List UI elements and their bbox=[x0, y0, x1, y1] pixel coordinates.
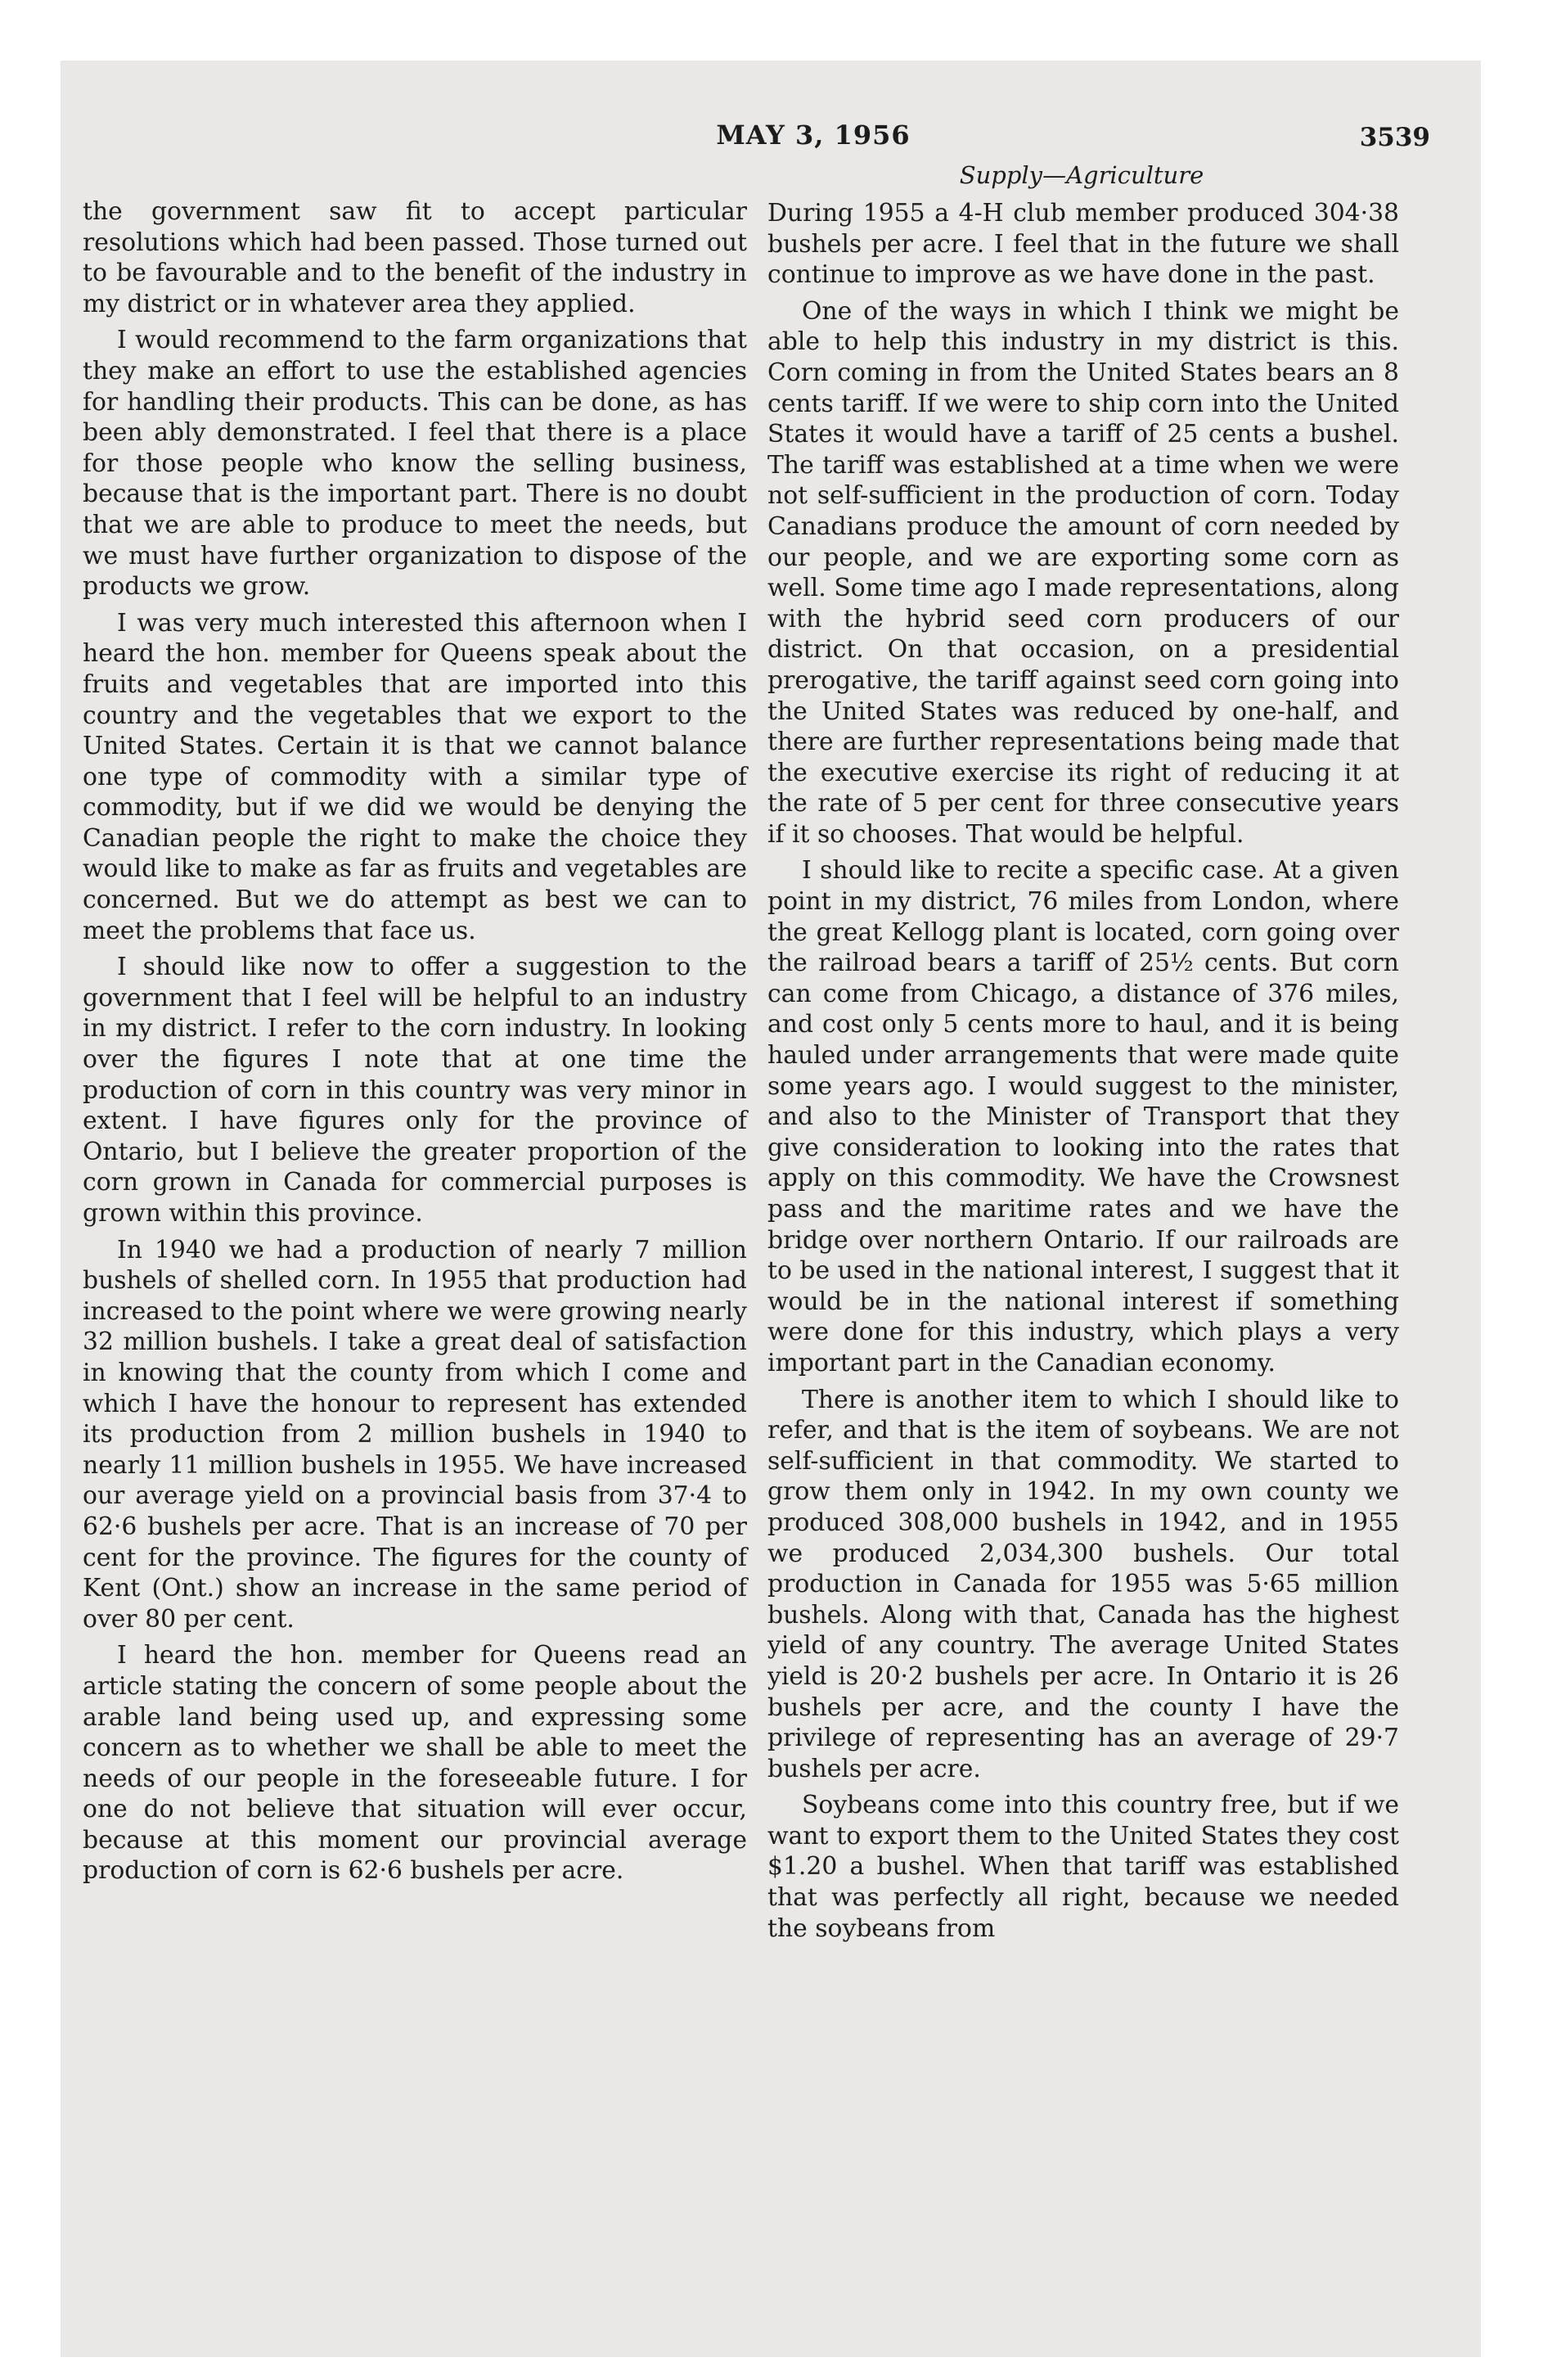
left-column bbox=[83, 196, 747, 1892]
right-column bbox=[767, 198, 1399, 1950]
paragraph: Soybeans come into this country free, but if we want to export them to the United States they cost $1.20 a bushel. When that tariff was established that was perfectly all right, because we needed the soybeans from bbox=[767, 1791, 1399, 1943]
paragraph: There is another item to which I should like to refer, and that is the item of soybeans. We are not self-sufficient in that commodity. We started to grow them only in 1942. In my own county we produced 308,000 bushels in 1942, and in 1955 we produced 2,034,300 bushels. Our total production in Canada for 1955 was 5·65 million bushels. Along with that, Canada has the highest yield of any country. The average United States yield is 20·2 bushels per acre. In Ontario it is 26 bushels per acre, and the county I have the privilege of representing has an average of 29·7 bushels per acre. bbox=[767, 1385, 1399, 1783]
paragraph: During 1955 a 4-H club member produced 304·38 bushels per acre. I feel that in the future we shall continue to improve as we have done in the past. bbox=[767, 199, 1399, 290]
paragraph: I was very much interested this afternoon when I heard the hon. member for Queens speak about the fruits and vegetables that are imported into this country and the vegetables that we export to the United States. Certain it is that we cannot balance one type of commodity with a similar type of commodity, but if we did we would be denying the Canadian people the right to make the choice they would like to make as far as fruits and vegetables are concerned. But we do attempt as best we can to meet the problems that face us. bbox=[83, 608, 747, 945]
page-date: MAY 3, 1956 bbox=[716, 119, 911, 151]
paragraph: the government saw fit to accept particular resolutions which had been passed. Those turned out to be favourable and to the benefit of the industry in my district or in whatever area they applied. bbox=[83, 197, 747, 318]
page-number: 3539 bbox=[1359, 123, 1430, 152]
paragraph: I should like now to offer a suggestion to the government that I feel will be helpful to an industry in my district. I refer to the corn industry. In looking over the figures I note that at one time the production of corn in this country was very minor in extent. I have figures only for the province of Ontario, but I believe the greater proportion of the corn grown in Canada for commercial purposes is grown within this province. bbox=[83, 953, 747, 1228]
section-heading: Supply—Agriculture bbox=[959, 161, 1204, 189]
paragraph: I would recommend to the farm organizations that they make an effort to use the established agencies for handling their products. This can be done, as has been ably demonstrated. I feel that there is a place for those people who know the selling business, because that is the important part. There is no doubt that we are able to produce to meet the needs, but we must have further organization to dispose of the products we grow. bbox=[83, 326, 747, 602]
paragraph: I heard the hon. member for Queens read an article stating the concern of some people about the arable land being used up, and expressing some concern as to whether we shall be able to meet the needs of our people in the foreseeable future. I for one do not believe that situation will ever occur, because at this moment our provincial average production of corn is 62·6 bushels per acre. bbox=[83, 1641, 747, 1886]
paragraph: In 1940 we had a production of nearly 7 million bushels of shelled corn. In 1955 that production had increased to the point where we were growing nearly 32 million bushels. I take a great deal of satisfaction in knowing that the county from which I come and which I have the honour to represent has extended its production from 2 million bushels in 1940 to nearly 11 million bushels in 1955. We have increased our average yield on a provincial basis from 37·4 to 62·6 bushels per acre. That is an increase of 70 per cent for the province. The figures for the county of Kent (Ont.) show an increase in the same period of over 80 per cent. bbox=[83, 1235, 747, 1634]
paragraph: One of the ways in which I think we might be able to help this industry in my district is this. Corn coming in from the United States bears an 8 cents tariff. If we were to ship corn into the United States it would have a tariff of 25 cents a bushel. The tariff was established at a time when we were not self-sufficient in the production of corn. Today Canadians produce the amount of corn needed by our people, and we are exporting some corn as well. Some time ago I made representations, along with the hybrid seed corn producers of our district. On that occasion, on a presidential prerogative, the tariff against seed corn going into the United States was reduced by one-half, and there are further representations being made that the executive exercise its right of reducing it at the rate of 5 per cent for three consecutive years if it so chooses. That would be helpful. bbox=[767, 296, 1399, 849]
hansard-page bbox=[61, 61, 1481, 2357]
paragraph: I should like to recite a specific case. At a given point in my district, 76 miles from London, where the great Kellogg plant is located, corn going over the railroad bears a tariff of 25½ cents. But corn can come from Chicago, a distance of 376 miles, and cost only 5 cents more to haul, and it is being hauled under arrangements that were made quite some years ago. I would suggest to the minister, and also to the Minister of Transport that they give consideration to looking into the rates that apply on this commodity. We have the Crowsnest pass and the maritime rates and we have the bridge over northern Ontario. If our railroads are to be used in the national interest, I suggest that it would be in the national interest if something were done for this industry, which plays a very important part in the Canadian economy. bbox=[767, 856, 1399, 1377]
